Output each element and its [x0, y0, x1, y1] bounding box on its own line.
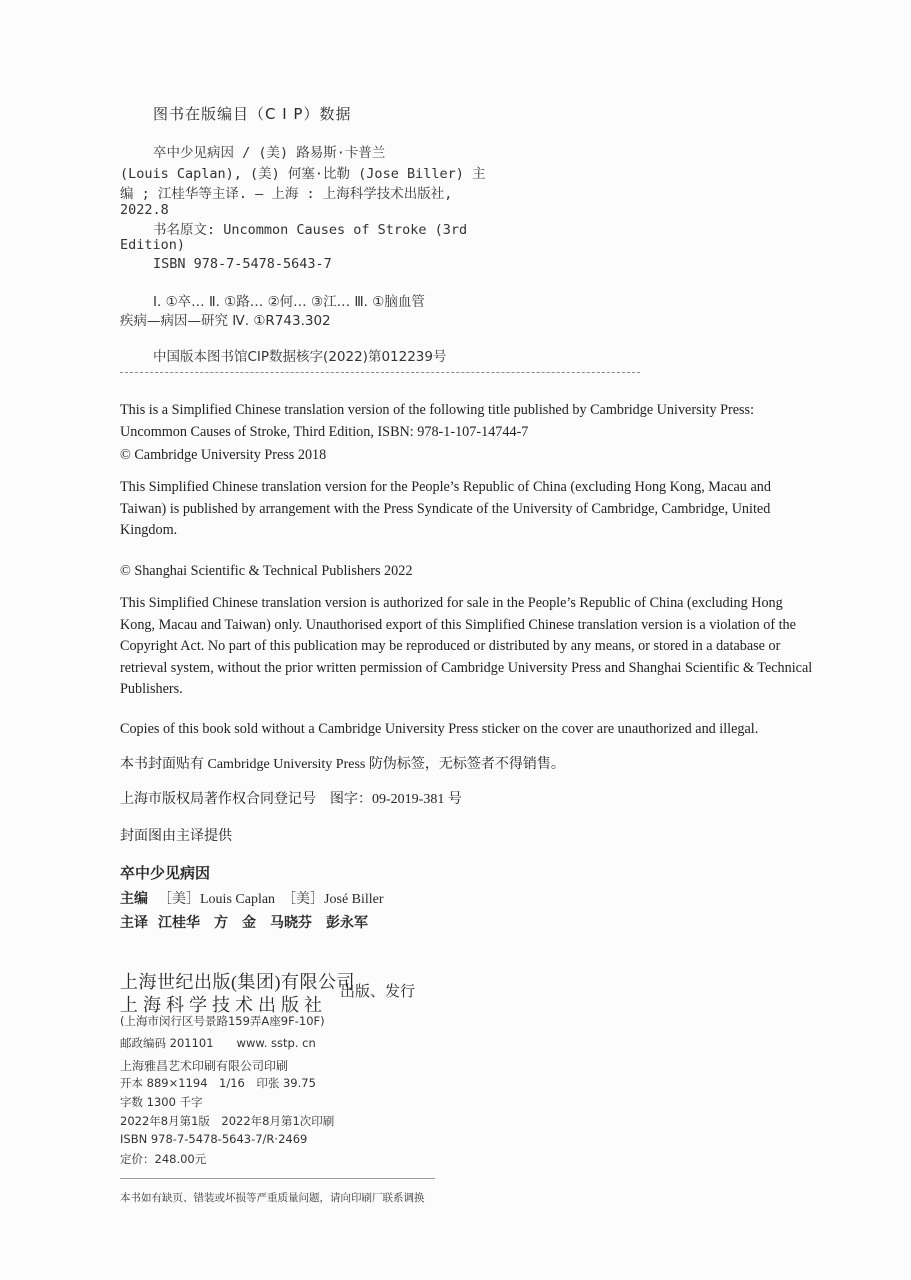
- publisher-role: 出版、发行: [340, 984, 416, 1000]
- printer: 上海雅昌艺术印刷有限公司印刷: [120, 1059, 289, 1073]
- book-title: 卒中少见病因: [120, 864, 211, 882]
- translators: 江桂华 方 金 马晓芬 彭永军: [158, 916, 368, 931]
- english-paragraph: This Simplified Chinese translation version for the People’s Republic of China (excluding Hong Kong, Macau and Taiwan) is published by arrangement with the Press Syndicate of the University of Cambridge, Cambridge, United Kingdom.: [120, 479, 771, 538]
- english-line: Uncommon Causes of Stroke, Third Edition, ISBN: 978-1-107-14744-7: [120, 424, 529, 440]
- cip-isbn: ISBN 978-7-5478-5643-7: [153, 256, 332, 272]
- publisher-group: 上海世纪出版(集团)有限公司: [120, 972, 355, 992]
- editors-label: 主编: [120, 892, 148, 907]
- contract-note: 上海市版权局著作权合同登记号 图字：09-2019-381 号: [120, 792, 462, 807]
- cip-record: 中国版本图书馆CIP数据核字(2022)第012239号: [153, 349, 447, 365]
- cip-class-line: 疾病—病因—研究 Ⅳ. ①R743.302: [120, 313, 331, 329]
- format: 开本 889×1194 1/16 印张 39.75: [120, 1076, 316, 1090]
- translators-label: 主译: [120, 916, 148, 931]
- cip-line: Edition): [120, 237, 186, 253]
- cip-class-line: Ⅰ. ①卒… Ⅱ. ①路… ②何… ③江… Ⅲ. ①脑血管: [153, 294, 425, 310]
- postal-code: 邮政编码 201101 www. sstp. cn: [120, 1036, 316, 1050]
- publisher-address: (上海市闵行区号景路159弄A座9F-10F): [120, 1014, 325, 1028]
- publisher-name: 上海科学技术出版社: [120, 995, 327, 1015]
- english-line: © Cambridge University Press 2018: [120, 447, 327, 463]
- cip-line: 编 ; 江桂华等主译. — 上海 : 上海科学技术出版社,: [120, 186, 453, 202]
- editors-row: [120, 888, 384, 908]
- cip-line: 2022.8: [120, 202, 169, 218]
- edition: 2022年8月第1版 2022年8月第1次印刷: [120, 1114, 335, 1128]
- word-count: 字数 1300 千字: [120, 1095, 203, 1109]
- cip-line: 卒中少见病因 / (美) 路易斯·卡普兰: [153, 145, 386, 161]
- price: 定价：248.00元: [120, 1152, 207, 1166]
- english-line: © Shanghai Scientific & Technical Publishers 2022: [120, 563, 413, 579]
- cip-line: 书名原文: Uncommon Causes of Stroke (3rd: [153, 222, 468, 238]
- cip-line: (Louis Caplan), (美) 何塞·比勒 (Jose Biller) 主: [120, 166, 486, 182]
- english-line: Copies of this book sold without a Cambridge University Press sticker on the cover are unauthorized and illegal.: [120, 721, 759, 737]
- cip-title: 图书在版编目（C I P）数据: [153, 105, 352, 123]
- editors: ［美］Louis Caplan ［美］José Biller: [158, 892, 384, 907]
- sticker-note: 本书封面贴有 Cambridge University Press 防伪标签，无标签者不得销售。: [120, 757, 565, 772]
- isbn: ISBN 978-7-5478-5643-7/R·2469: [120, 1132, 308, 1146]
- divider: [120, 372, 640, 373]
- footer-note: 本书如有缺页、错装或坏损等严重质量问题，请向印刷厂联系调换: [120, 1192, 425, 1204]
- cover-note: 封面图由主译提供: [120, 829, 232, 844]
- english-line: This is a Simplified Chinese translation version of the following title published by Cambridge University Press:: [120, 402, 755, 418]
- footer-divider: [120, 1178, 435, 1179]
- translators-row: [120, 912, 368, 932]
- english-paragraph: This Simplified Chinese translation version is authorized for sale in the People’s Republic of China (excluding Hong Kong, Macau and Taiwan) only. Unauthorised export of this Simplified Chinese translation version is a violation of the Copyright Act. No part of this publication may be reproduced or distributed by any means, or stored in a database or retrieval system, without the prior written permission of Cambridge University Press and Shanghai Scientific & Technical Publishers.: [120, 595, 813, 697]
